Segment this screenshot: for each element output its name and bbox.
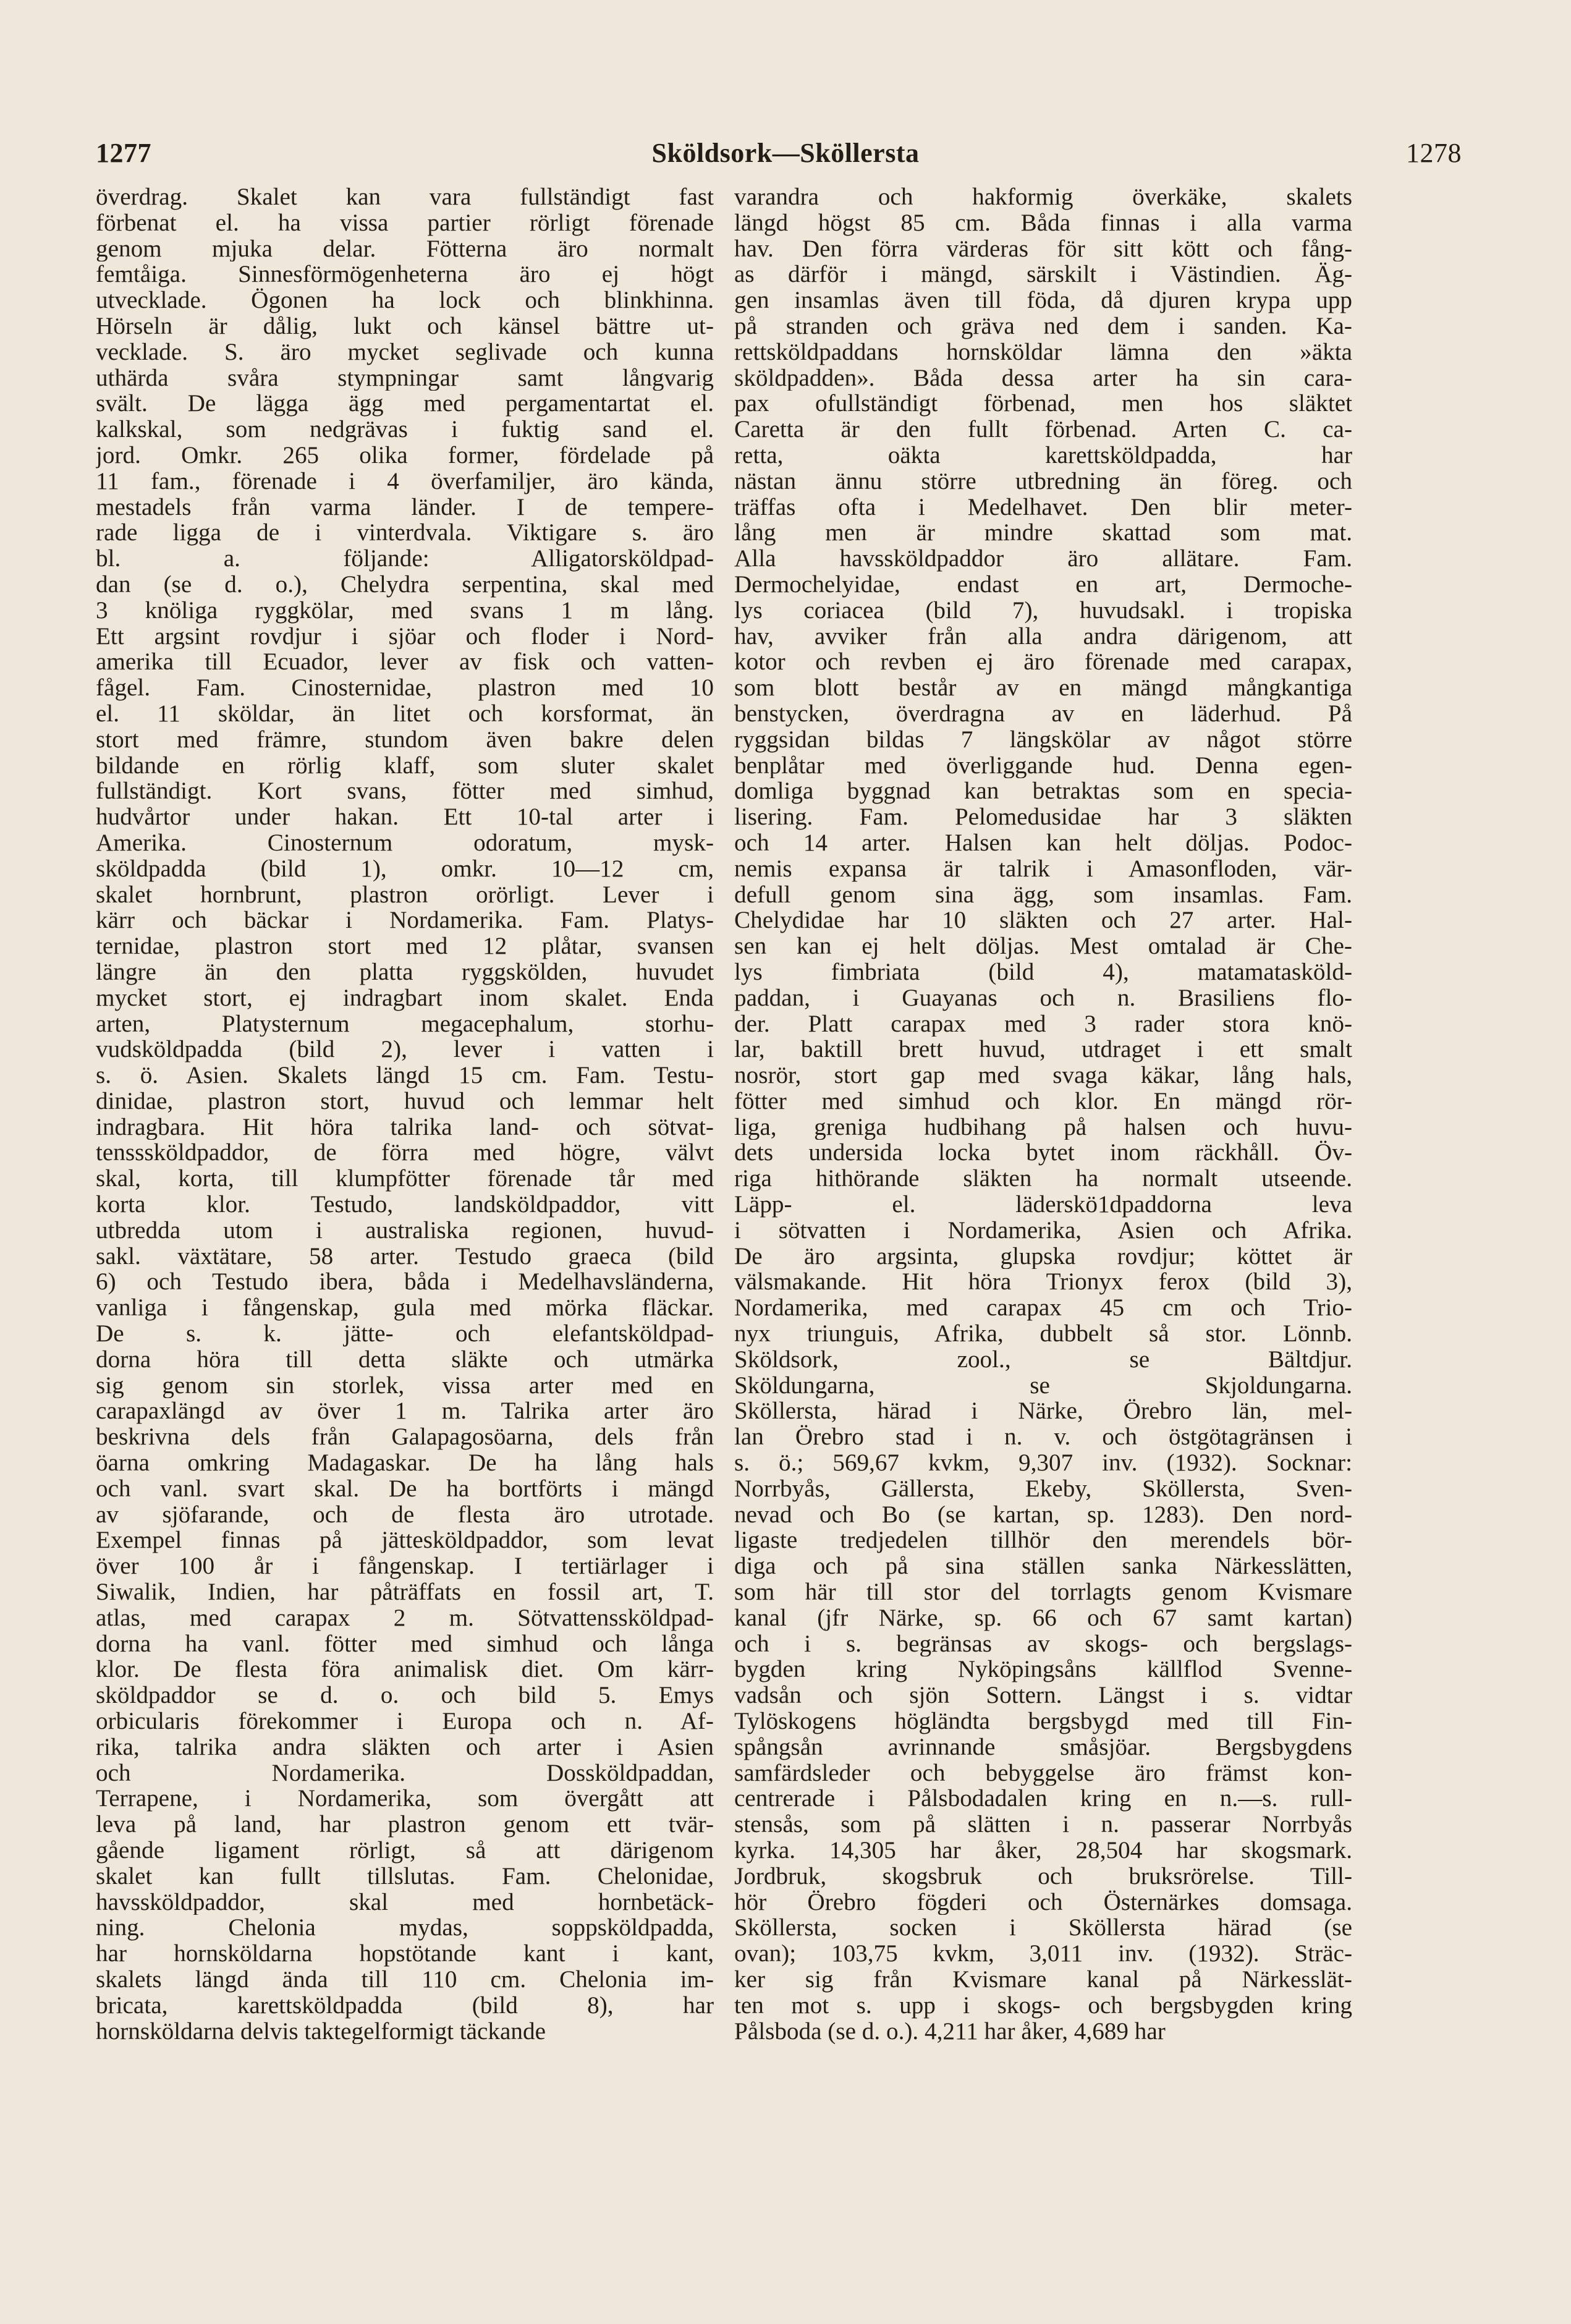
text-line: hav. Den förra värderas för sitt kött och fång- <box>734 235 1352 262</box>
text-line: rika, talrika andra släkten och arter i Asien <box>96 1734 714 1760</box>
text-line: nyx triunguis, Afrika, dubbelt så stor. Lönnb. <box>734 1321 1352 1347</box>
text-line: Hörseln är dålig, lukt och känsel bättre ut- <box>96 313 714 339</box>
text-line: hornsköldarna delvis taktegelformigt täckande <box>96 2018 546 2045</box>
text-line: klor. De flesta föra animalisk diet. Om kärr- <box>96 1656 714 1683</box>
text-line: fågel. Fam. Cinosternidae, plastron med 10 <box>96 675 714 701</box>
text-line: skalet hornbrunt, plastron orörligt. Lever i <box>96 881 714 908</box>
text-line: längre än den platta ryggskölden, huvudet <box>96 959 714 985</box>
text-line: carapaxlängd av över 1 m. Talrika arter äro <box>96 1398 714 1425</box>
text-line: och Nordamerika. Dossköldpaddan, <box>96 1760 714 1786</box>
text-line: dets undersida locka bytet inom räckhåll. Öv- <box>734 1140 1352 1166</box>
page-number-right: 1278 <box>1406 138 1462 168</box>
text-line: genom mjuka delar. Fötterna äro normalt <box>96 235 714 262</box>
text-line: nemis expansa är talrik i Amasonfloden, vär- <box>734 855 1352 882</box>
text-line: sköldpadda (bild 1), omkr. 10—12 cm, <box>96 855 714 882</box>
text-line: ning. Chelonia mydas, soppsköldpadda, <box>96 1915 714 1941</box>
text-line: spångsån avrinnande småsjöar. Bergsbygdens <box>734 1734 1352 1760</box>
text-line: Sköldungarna, se Skjoldungarna. <box>734 1372 1352 1399</box>
text-line: gen insamlas även till föda, då djuren krypa upp <box>734 287 1352 313</box>
text-line: orbicularis förekommer i Europa och n. Af- <box>96 1708 714 1734</box>
text-line: Nordamerika, med carapax 45 cm och Trio- <box>734 1295 1352 1321</box>
text-line: sen kan ej helt döljas. Mest omtalad är Che- <box>734 933 1352 959</box>
text-line: hör Örebro fögderi och Östernärkes domsaga. <box>734 1889 1352 1915</box>
text-line: i sötvatten i Nordamerika, Asien och Afrika. <box>734 1217 1352 1244</box>
text-line: Exempel finnas på jättesköldpaddor, som levat <box>96 1527 714 1554</box>
text-line: amerika till Ecuador, lever av fisk och vatten- <box>96 649 714 676</box>
text-line: femtåiga. Sinnesförmögenheterna äro ej högt <box>96 261 714 288</box>
text-line: nosrör, stort gap med svaga käkar, lång hals, <box>734 1062 1352 1088</box>
text-line: varandra och hakformig överkäke, skalets <box>734 184 1352 210</box>
text-line: som här till stor del torrlagts genom Kvismare <box>734 1579 1352 1605</box>
page-number-left: 1277 <box>96 138 151 168</box>
text-line: uthärda svåra stympningar samt långvarig <box>96 365 714 391</box>
text-line: hav, avviker från alla andra därigenom, att <box>734 623 1352 650</box>
text-line: förbenat el. ha vissa partier rörligt förenade <box>96 210 714 236</box>
text-line: bygden kring Nyköpingsåns källflod Svenne- <box>734 1656 1352 1683</box>
text-line: och i s. begränsas av skogs- och bergslags- <box>734 1631 1352 1657</box>
text-line: jord. Omkr. 265 olika former, fördelade på <box>96 442 714 469</box>
text-line: dorna ha vanl. fötter med simhud och långa <box>96 1631 714 1657</box>
left-column <box>96 184 714 2044</box>
text-line: fötter med simhud och klor. En mängd rör- <box>734 1088 1352 1114</box>
text-line: Sköldsork, zool., se Bältdjur. <box>734 1346 1352 1373</box>
text-line: stensås, som på slätten i n. passerar Norrbyås <box>734 1812 1352 1838</box>
text-line: De s. k. jätte- och elefantsköldpad- <box>96 1321 714 1347</box>
text-line: stort med främre, stundom även bakre delen <box>96 726 714 753</box>
text-line: Dermochelyidae, endast en art, Dermoche- <box>734 571 1352 598</box>
text-line: Tylöskogens högländta bergsbygd med till Fin- <box>734 1708 1352 1734</box>
text-line: Alla havssköldpaddor äro allätare. Fam. <box>734 546 1352 572</box>
text-line: atlas, med carapax 2 m. Sötvattenssköldpad- <box>96 1605 714 1631</box>
text-line: över 100 år i fångenskap. I tertiärlager i <box>96 1553 714 1580</box>
text-line: sig genom sin storlek, vissa arter med en <box>96 1372 714 1399</box>
text-line: as därför i mängd, särskilt i Västindien. Äg- <box>734 261 1352 288</box>
text-line: Jordbruk, skogsbruk och bruksrörelse. Till- <box>734 1863 1352 1889</box>
text-line: på stranden och gräva ned dem i sanden. Ka- <box>734 313 1352 339</box>
text-line: rade ligga de i vinterdvala. Viktigare s. äro <box>96 520 714 546</box>
text-line: svält. De lägga ägg med pergamentartat el. <box>96 391 714 417</box>
text-line: diga och på sina ställen sanka Närkesslätten, <box>734 1553 1352 1580</box>
text-line: benplåtar med överliggande hud. Denna egen- <box>734 752 1352 779</box>
text-line: som blott består av en mängd mångkantiga <box>734 675 1352 701</box>
text-line: träffas ofta i Medelhavet. Den blir meter- <box>734 494 1352 520</box>
text-line: havssköldpaddor, skal med hornbetäck- <box>96 1889 714 1915</box>
text-line: retta, oäkta karettsköldpadda, har <box>734 442 1352 469</box>
text-line: kanal (jfr Närke, sp. 66 och 67 samt kartan) <box>734 1605 1352 1631</box>
text-line: mestadels från varma länder. I de tempere- <box>96 494 714 520</box>
text-line: dorna höra till detta släkte och utmärka <box>96 1346 714 1373</box>
text-line: fullständigt. Kort svans, fötter med simhud, <box>96 778 714 805</box>
text-line: kalkskal, som nedgrävas i fuktig sand el. <box>96 417 714 443</box>
text-line: lång men är mindre skattad som mat. <box>734 520 1352 546</box>
right-column <box>734 184 1352 2044</box>
text-line: och vanl. svart skal. De ha bortförts i mängd <box>96 1475 714 1502</box>
text-line: leva på land, har plastron genom ett tvär- <box>96 1812 714 1838</box>
text-line: skal, korta, till klumpfötter förenade tår med <box>96 1166 714 1192</box>
text-line: el. 11 sköldar, än litet och korsformat, än <box>96 700 714 727</box>
text-line: lar, baktill brett huvud, utdraget i ett smalt <box>734 1037 1352 1063</box>
text-line: pax ofullständigt förbenad, men hos släktet <box>734 391 1352 417</box>
text-line: der. Platt carapax med 3 rader stora knö- <box>734 1011 1352 1037</box>
text-line: skalets längd ända till 110 cm. Chelonia im- <box>96 1966 714 1993</box>
text-line: arten, Platysternum megacephalum, storhu- <box>96 1011 714 1037</box>
text-line: kotor och revben ej äro förenade med carapax, <box>734 649 1352 676</box>
text-line: ten mot s. upp i skogs- och bergsbygden kring <box>734 1992 1352 2019</box>
text-line: benstycken, överdragna av en läderhud. På <box>734 700 1352 727</box>
text-line: rettsköldpaddans hornsköldar lämna den »äkta <box>734 339 1352 365</box>
text-line: sköldpaddor se d. o. och bild 5. Emys <box>96 1682 714 1709</box>
text-line: centrerade i Pålsbodadalen kring en n.—s. rull- <box>734 1786 1352 1812</box>
text-line: av sjöfarande, och de flesta äro utrotade. <box>96 1501 714 1528</box>
text-line: Sköllersta, socken i Sköllersta härad (se <box>734 1915 1352 1941</box>
text-line: ker sig från Kvismare kanal på Närkesslät- <box>734 1966 1352 1993</box>
text-line: sakl. växtätare, 58 arter. Testudo graeca (bild <box>96 1243 714 1270</box>
text-line: nevad och Bo (se kartan, sp. 1283). Den nord- <box>734 1501 1352 1528</box>
text-line: Pålsboda (se d. o.). 4,211 har åker, 4,689 har <box>734 2018 1166 2045</box>
text-line: samfärdsleder och bebyggelse äro främst kon- <box>734 1760 1352 1786</box>
text-line: överdrag. Skalet kan vara fullständigt fast <box>96 184 714 210</box>
text-line: lisering. Fam. Pelomedusidae har 3 släkten <box>734 804 1352 830</box>
text-line: och 14 arter. Halsen kan helt döljas. Podoc- <box>734 829 1352 856</box>
text-line: skalet kan fullt tillslutas. Fam. Chelonidae, <box>96 1863 714 1889</box>
text-line: Amerika. Cinosternum odoratum, mysk- <box>96 829 714 856</box>
text-line: De äro argsinta, glupska rovdjur; köttet är <box>734 1243 1352 1270</box>
text-line: lan Örebro stad i n. v. och östgötagränsen i <box>734 1424 1352 1451</box>
text-line: bl. a. följande: Alligatorsköldpad- <box>96 546 714 572</box>
text-line: Chelydidae har 10 släkten och 27 arter. Hal- <box>734 907 1352 934</box>
text-line: tensssköldpaddor, de förra med högre, välvt <box>96 1140 714 1166</box>
text-line: bildande en rörlig klaff, som sluter skalet <box>96 752 714 779</box>
text-line: s. ö.; 569,67 kvkm, 9,307 inv. (1932). Socknar: <box>734 1450 1352 1476</box>
text-line: 11 fam., förenade i 4 överfamiljer, äro kända, <box>96 468 714 494</box>
text-line: liga, greniga hudbihang på halsen och huvu- <box>734 1114 1352 1140</box>
text-line: s. ö. Asien. Skalets längd 15 cm. Fam. Testu- <box>96 1062 714 1088</box>
text-line: korta klor. Testudo, landsköldpaddor, vitt <box>96 1192 714 1218</box>
text-line: utbredda utom i australiska regionen, huvud- <box>96 1217 714 1244</box>
text-line: utvecklade. Ögonen ha lock och blinkhinna. <box>96 287 714 313</box>
text-line: defull genom sina ägg, som insamlas. Fam. <box>734 881 1352 908</box>
text-line: sköldpadden». Båda dessa arter ha sin cara- <box>734 365 1352 391</box>
text-line: 3 knöliga ryggkölar, med svans 1 m lång. <box>96 597 714 624</box>
text-line: Siwalik, Indien, har påträffats en fossil art, T. <box>96 1579 714 1605</box>
text-line: har hornsköldarna hopstötande kant i kant, <box>96 1941 714 1967</box>
text-line: välsmakande. Hit höra Trionyx ferox (bild 3), <box>734 1269 1352 1296</box>
text-line: kyrka. 14,305 har åker, 28,504 har skogsmark. <box>734 1838 1352 1864</box>
text-line: domliga byggnad kan betraktas som en specia- <box>734 778 1352 805</box>
text-line: lys coriacea (bild 7), huvudsakl. i tropiska <box>734 597 1352 624</box>
text-line: bricata, karettsköldpadda (bild 8), har <box>96 1992 714 2019</box>
text-line: ligaste tredjedelen tillhör den merendels bör- <box>734 1527 1352 1554</box>
text-line: hudvårtor under hakan. Ett 10-tal arter i <box>96 804 714 830</box>
text-line: lys fimbriata (bild 4), matamatasköld- <box>734 959 1352 985</box>
text-line: kärr och bäckar i Nordamerika. Fam. Platys- <box>96 907 714 934</box>
text-line: Läpp- el. läderskö1dpaddorna leva <box>734 1192 1352 1218</box>
text-line: beskrivna dels från Galapagosöarna, dels från <box>96 1424 714 1451</box>
text-line: vadsån och sjön Sottern. Längst i s. vidtar <box>734 1682 1352 1709</box>
text-line: paddan, i Guayanas och n. Brasiliens flo- <box>734 985 1352 1011</box>
text-line: dinidae, plastron stort, huvud och lemmar helt <box>96 1088 714 1114</box>
text-line: vecklade. S. äro mycket seglivade och kunna <box>96 339 714 365</box>
text-line: Norrbyås, Gällersta, Ekeby, Sköllersta, Sven- <box>734 1475 1352 1502</box>
text-line: gående ligament rörligt, så att därigenom <box>96 1838 714 1864</box>
text-line: ovan); 103,75 kvkm, 3,011 inv. (1932). Sträc- <box>734 1941 1352 1967</box>
running-head: Sköldsork—Sköllersta <box>651 138 920 168</box>
text-line: mycket stort, ej indragbart inom skalet. Enda <box>96 985 714 1011</box>
text-line: 6) och Testudo ibera, båda i Medelhavsländerna, <box>96 1269 714 1296</box>
text-line: vanliga i fångenskap, gula med mörka fläckar. <box>96 1295 714 1321</box>
text-line: indragbara. Hit höra talrika land- och sötvat- <box>96 1114 714 1140</box>
text-line: ryggsidan bildas 7 längskölar av något större <box>734 726 1352 753</box>
text-line: vudsköldpadda (bild 2), lever i vatten i <box>96 1037 714 1063</box>
text-line: Caretta är den fullt förbenad. Arten C. ca- <box>734 417 1352 443</box>
text-line: längd högst 85 cm. Båda finnas i alla varma <box>734 210 1352 236</box>
text-line: Sköllersta, härad i Närke, Örebro län, mel- <box>734 1398 1352 1425</box>
text-line: riga hithörande släkten ha normalt utseende. <box>734 1166 1352 1192</box>
text-line: öarna omkring Madagaskar. De ha lång hals <box>96 1450 714 1476</box>
text-line: Ett argsint rovdjur i sjöar och floder i Nord- <box>96 623 714 650</box>
text-line: dan (se d. o.), Chelydra serpentina, skal med <box>96 571 714 598</box>
text-line: ternidae, plastron stort med 12 plåtar, svansen <box>96 933 714 959</box>
text-line: nästan ännu större utbredning än föreg. och <box>734 468 1352 494</box>
text-line: Terrapene, i Nordamerika, som övergått att <box>96 1786 714 1812</box>
